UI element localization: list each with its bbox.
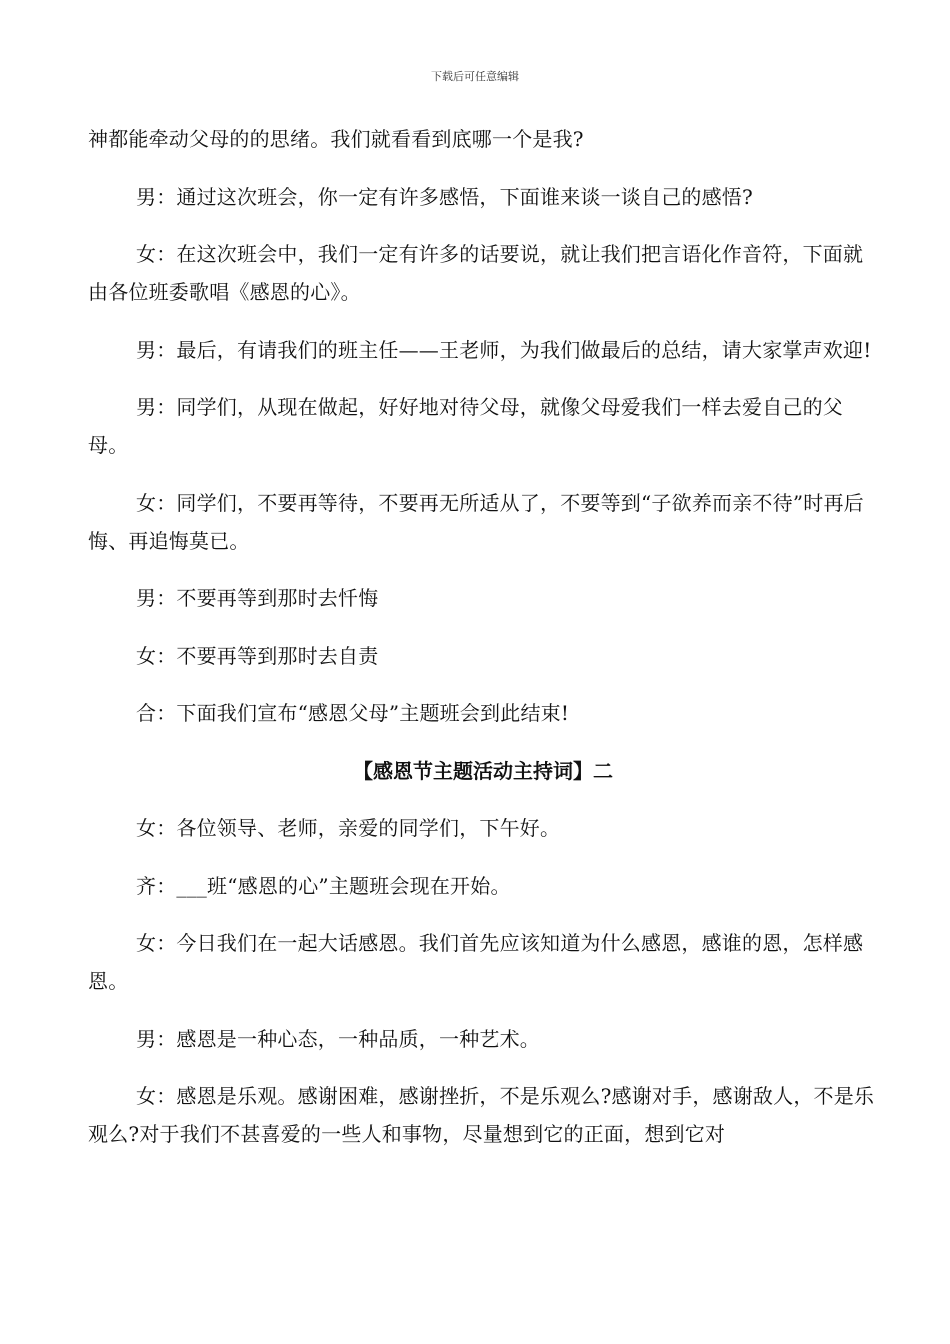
paragraph: 男：最后，有请我们的班主任——王老师，为我们做最后的总结，请大家掌声欢迎! xyxy=(136,337,872,362)
document-body xyxy=(88,120,878,1173)
paragraph: 女：不要再等到那时去自责 xyxy=(136,643,379,668)
paragraph-continuation: 神都能牵动父母的的思绪。我们就看看到底哪一个是我? xyxy=(88,127,584,151)
paragraph: 男：同学们，从现在做起，好好地对待父母，就像父母爱我们一样去爱自己的父母。 xyxy=(88,395,843,457)
paragraph: 女：在这次班会中，我们一定有许多的话要说，就让我们把言语化作音符，下面就由各位班委歌唱《感恩的心》。 xyxy=(88,242,864,304)
paragraph: 合：下面我们宣布“感恩父母”主题班会到此结束! xyxy=(136,701,570,725)
page-header: 下载后可任意编辑 xyxy=(431,70,519,83)
paragraph: 男：不要再等到那时去忏悔 xyxy=(136,586,379,610)
paragraph: 女：各位领导、老师，亲爱的同学们，下午好。 xyxy=(136,816,561,840)
paragraph: 女：今日我们在一起大话感恩。我们首先应该知道为什么感恩，感谁的恩，怎样感恩。 xyxy=(88,931,864,993)
section-heading: 【感恩节主题活动主持词】二 xyxy=(353,758,613,783)
paragraph: 齐：___班“感恩的心”主题班会现在开始。 xyxy=(136,873,511,898)
paragraph: 女：感恩是乐观。感谢困难，感谢挫折，不是乐观么?感谢对手，感谢敌人，不是乐观么?对于我们不甚喜爱的一些人和事物，尽量想到它的正面，想到它对 xyxy=(88,1084,875,1146)
paragraph: 男：通过这次班会，你一定有许多感悟，下面谁来谈一谈自己的感悟? xyxy=(136,184,753,209)
paragraph: 女：同学们，不要再等待，不要再无所适从了，不要等到“子欲养而亲不待”时再后悔、再追悔莫已。 xyxy=(88,490,864,553)
paragraph: 男：感恩是一种心态，一种品质，一种艺术。 xyxy=(136,1026,540,1051)
